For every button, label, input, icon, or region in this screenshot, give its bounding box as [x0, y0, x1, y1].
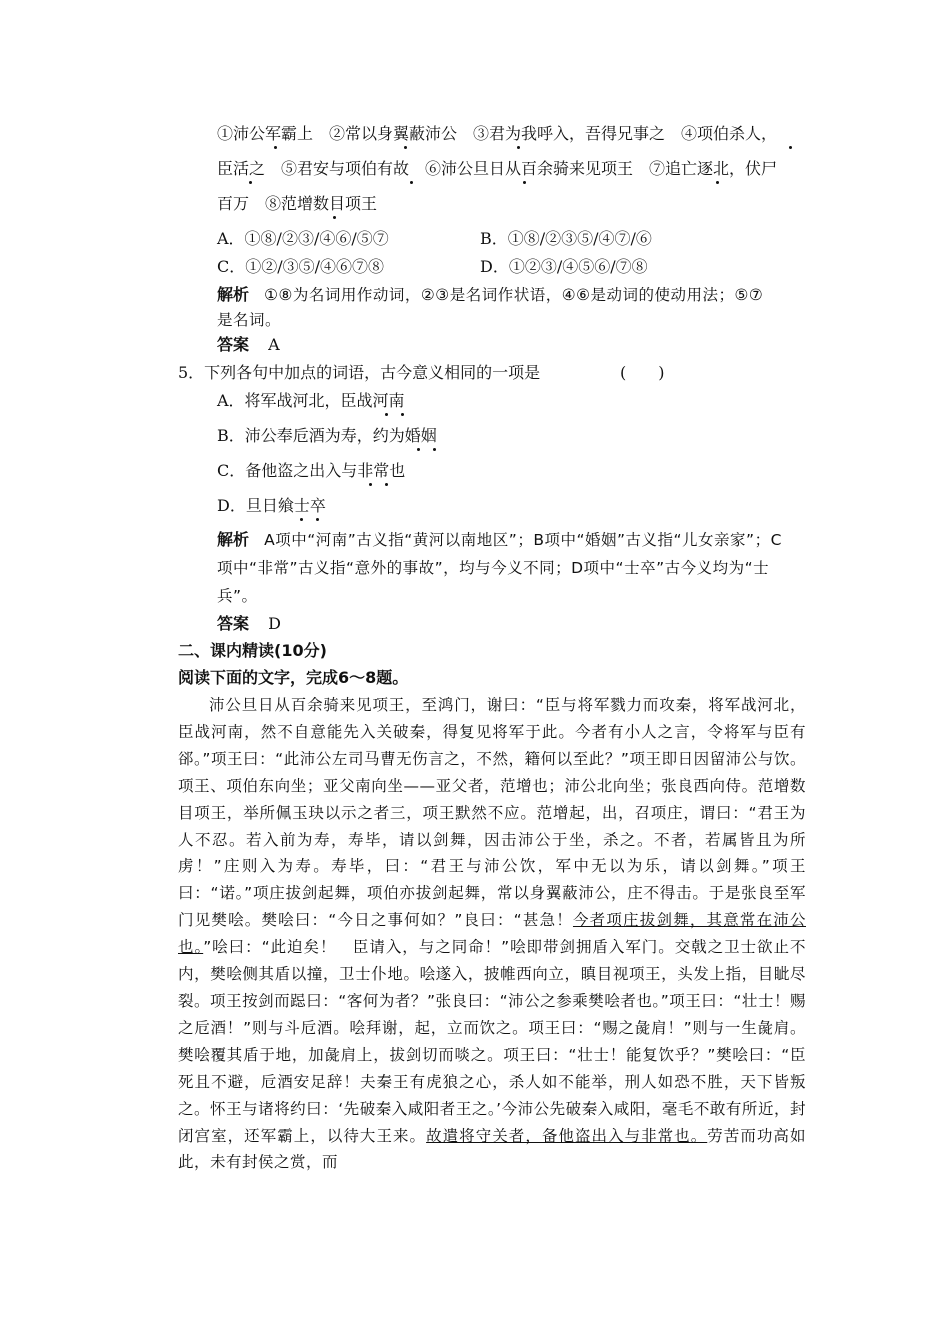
q4-sentences-line-3: 百万 ⑧范增数目项王	[217, 194, 378, 213]
section-instruction: 阅读下面的文字，完成6～8题。	[178, 668, 409, 687]
q4-sentences-line-1: ①沛公军霸上 ②常以身翼蔽沛公 ③君为我呼入，吾得兄事之 ④项伯杀人，	[217, 124, 778, 143]
q5-option-c: C．备他盗之出入与非常也	[217, 461, 406, 480]
emphasis-dot	[433, 448, 436, 451]
emphasis-dot	[249, 181, 252, 184]
q5-option-d: D．旦日飨士卒	[217, 496, 326, 515]
emphasis-dot	[300, 518, 303, 521]
answer-value: A	[268, 335, 280, 354]
passage-paragraph	[178, 692, 806, 1176]
passage-text-1: 沛公旦日从百余骑来见项王，至鸿门，谢曰：“臣与将军戮力而攻秦，将军战河北，臣战河南，然不自意能先入关破秦，得复见将军于此。今者有小人之言，令将军与臣有郤。”项王曰：“此沛公左司马曹无伤言之，不然，籍何以至此？”项王即日因留沛公与饮。项王、项伯东向坐；亚父南向坐——亚父者，范增也；沛公北向坐；张良西向侍。范增数目项王，举所佩玉玦以示之者三，项王默然不应。范增起，出，召项庄，谓曰：“君王为人不忍。若入前为寿，寿毕，请以剑舞，因击沛公于坐，杀之。不者，若属皆且为所虏！”庄则入为寿。寿毕，曰：“君王与沛公饮，军中无以为乐，请以剑舞。”项王曰：“诺。”项庄拔剑起舞，项伯亦拔剑起舞，常以身翼蔽沛公，庄不得击。于是张良至军门见樊哙。樊哙曰：“今日之事何如？”良曰：“甚急！	[178, 696, 806, 930]
emphasis-dot	[385, 413, 388, 416]
answer-label: 答案	[217, 335, 250, 354]
q4-analysis	[217, 285, 763, 305]
emphasis-dot	[517, 146, 520, 149]
analysis-text: ①⑧为名词用作动词，②③是名词作状语，④⑥是动词的使动用法；⑤⑦	[264, 286, 764, 304]
emphasis-dot	[369, 483, 372, 486]
underlined-sentence-1: 今者项庄拔剑舞，其意常在沛公也。	[178, 911, 806, 957]
q4-option-a: A．①⑧/②③/④⑥/⑤⑦	[217, 229, 389, 248]
section-title: 二、课内精读(10分)	[178, 641, 327, 660]
q5-option-a: A．将军战河北，臣战河南	[217, 391, 405, 410]
q5-analysis-line-2: 项中“非常”古义指“意外的事故”，均与今义不同；D项中“士卒”古今义均为“士	[217, 559, 770, 577]
answer-label: 答案	[217, 614, 250, 633]
emphasis-dot	[523, 181, 526, 184]
analysis-label: 解析	[217, 530, 250, 549]
passage-text-3: 劳苦而功高如此，未有封侯之赏，而	[178, 1126, 806, 1172]
emphasis-dot	[716, 181, 719, 184]
emphasis-dot	[274, 146, 277, 149]
emphasis-dot	[404, 146, 407, 149]
q5-stem: 5．下列各句中加点的词语，古今意义相同的一项是	[178, 363, 541, 382]
emphasis-dot	[333, 216, 336, 219]
q4-answer	[217, 335, 280, 355]
q4-option-d: D．①②③/④⑤⑥/⑦⑧	[480, 257, 648, 276]
emphasis-dot	[385, 483, 388, 486]
emphasis-dot	[316, 518, 319, 521]
q5-analysis	[217, 530, 782, 550]
q5-answer-paren: ( )	[620, 363, 665, 382]
passage-text-2: ”哙曰：“此迫矣！ 臣请入，与之同命！”哙即带剑拥盾入军门。交戟之卫士欲止不内，樊哙侧其盾以撞，卫士仆地。哙遂入，披帷西向立，瞋目视项王，头发上指，目眦尽裂。项王按剑而跽曰：“客何为者？”张良曰：“沛公之参乘樊哙者也。”项王曰：“壮士！赐之卮酒！”则与斗卮酒。哙拜谢，起，立而饮之。项王曰：“赐之彘肩！”则与一生彘肩。樊哙覆其盾于地，加彘肩上，拔剑切而啖之。项王曰：“壮士！能复饮乎？”樊哙曰：“臣死且不避，卮酒安足辞！夫秦王有虎狼之心，杀人如不能举，刑人如恐不胜，天下皆叛之。怀王与诸将约曰：‘先破秦入咸阳者王之。’今沛公先破秦入咸阳，毫毛不敢有所近，封闭宫室，还军霸上，以待大王来。	[178, 938, 806, 1145]
q5-answer	[217, 614, 281, 634]
reading-passage	[178, 692, 806, 1176]
q5-option-b: B．沛公奉卮酒为寿，约为婚姻	[217, 426, 437, 445]
emphasis-dot	[789, 146, 792, 149]
q5-analysis-line-3: 兵”。	[217, 587, 258, 605]
q4-sentences-line-2: 臣活之 ⑤君安与项伯有故 ⑥沛公旦日从百余骑来见项王 ⑦追亡逐北，伏尸	[217, 159, 778, 178]
emphasis-dot	[410, 181, 413, 184]
analysis-label: 解析	[217, 285, 250, 304]
q4-analysis-line-2: 是名词。	[217, 311, 282, 329]
emphasis-dot	[417, 448, 420, 451]
answer-value: D	[268, 614, 281, 633]
emphasis-dot	[401, 413, 404, 416]
q4-option-c: C．①②/③⑤/④⑥⑦⑧	[217, 257, 385, 276]
underlined-sentence-2: 故遣将守关者，备他盗出入与非常也。	[426, 1126, 708, 1145]
analysis-text: A项中“河南”古义指“黄河以南地区”；B项中“婚姻”古义指“儿女亲家”；C	[264, 531, 782, 549]
q4-option-b: B．①⑧/②③⑤/④⑦/⑥	[480, 229, 652, 248]
